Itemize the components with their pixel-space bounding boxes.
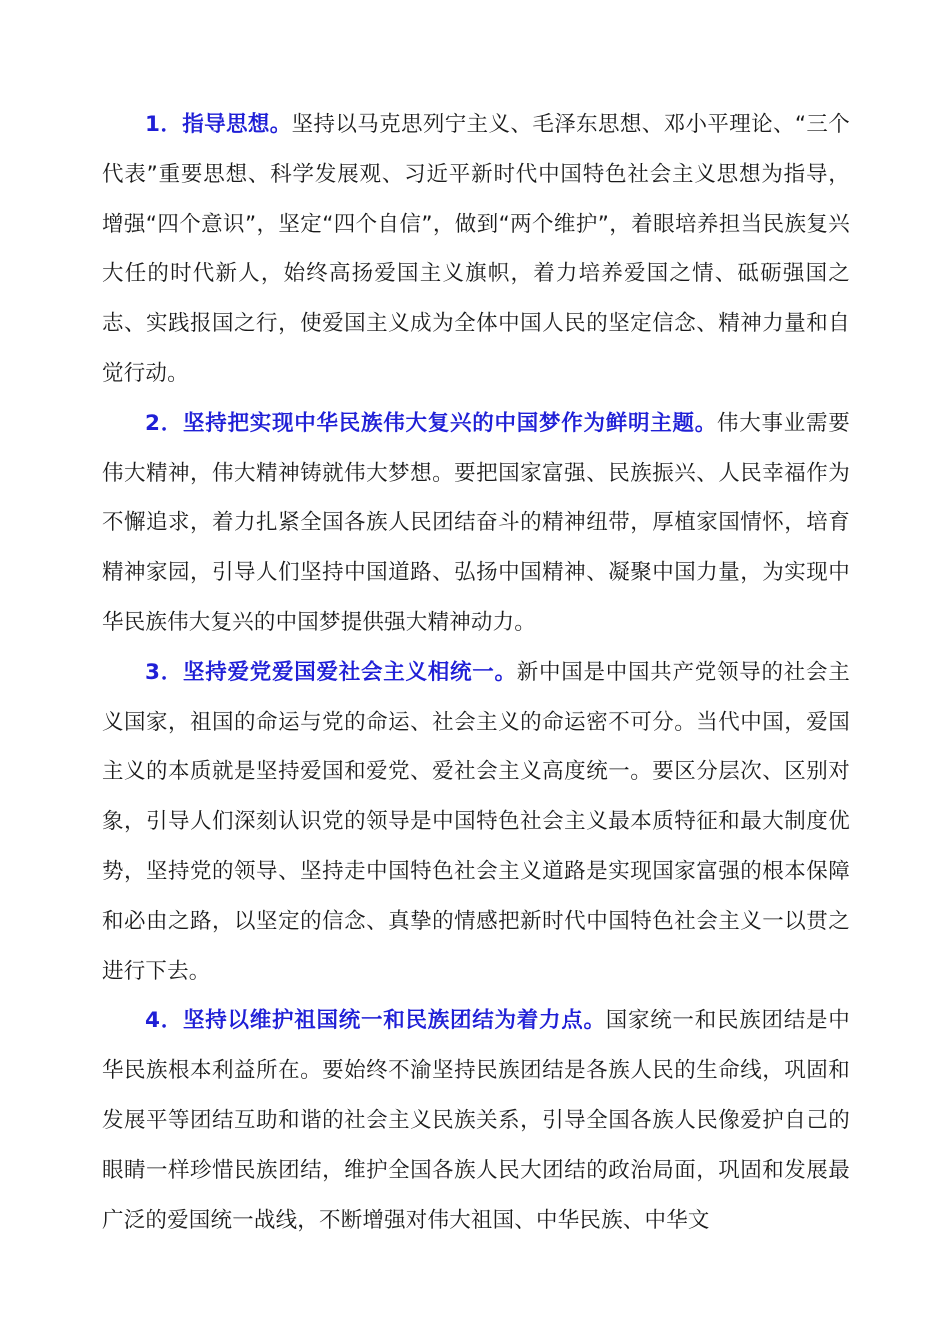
- paragraph-1-body: 坚持以马克思列宁主义、毛泽东思想、邓小平理论、“三个代表”重要思想、科学发展观、习近平新时代中国特色社会主义思想为指导，增强“四个意识”，坚定“四个自信”，做到“两个维护”，着眼培养担当民族复兴大任的时代新人，始终高扬爱国主义旗帜，着力培养爱国之情、砥砺强国之志、实践报国之行，使爱国主义成为全体中国人民的坚定信念、精神力量和自觉行动。: [102, 112, 850, 386]
- paragraph-1: [102, 100, 850, 399]
- paragraph-3-body: 新中国是中国共产党领导的社会主义国家，祖国的命运与党的命运、社会主义的命运密不可分。当代中国，爱国主义的本质就是坚持爱国和爱党、爱社会主义高度统一。要区分层次、区别对象，引导人们深刻认识党的领导是中国特色社会主义最本质特征和最大制度优势，坚持党的领导、坚持走中国特色社会主义道路是实现国家富强的根本保障和必由之路，以坚定的信念、真挚的情感把新时代中国特色社会主义一以贯之进行下去。: [102, 659, 850, 984]
- paragraph-1-heading: 1．指导思想。: [145, 112, 292, 137]
- paragraph-4-body: 国家统一和民族团结是中华民族根本利益所在。要始终不渝坚持民族团结是各族人民的生命线，巩固和发展平等团结互助和谐的社会主义民族关系，引导全国各族人民像爱护自己的眼睛一样珍惜民族团结，维护全国各族人民大团结的政治局面，巩固和发展最广泛的爱国统一战线，不断增强对伟大祖国、中华民族、中华文: [102, 1008, 850, 1233]
- paragraph-2-body: 伟大事业需要伟大精神，伟大精神铸就伟大梦想。要把国家富强、民族振兴、人民幸福作为不懈追求，着力扎紧全国各族人民团结奋斗的精神纽带，厚植家国情怀，培育精神家园，引导人们坚持中国道路、弘扬中国精神、凝聚中国力量，为实现中华民族伟大复兴的中国梦提供强大精神动力。: [102, 410, 850, 635]
- paragraph-3: [102, 648, 850, 997]
- paragraph-4-heading: 4．坚持以维护祖国统一和民族团结为着力点。: [145, 1008, 606, 1034]
- paragraph-3-heading: 3．坚持爱党爱国爱社会主义相统一。: [145, 659, 517, 685]
- paragraph-4: [102, 996, 850, 1245]
- document-page: [102, 100, 850, 1245]
- paragraph-2: [102, 399, 850, 648]
- paragraph-2-heading: 2．坚持把实现中华民族伟大复兴的中国梦作为鲜明主题。: [145, 410, 718, 436]
